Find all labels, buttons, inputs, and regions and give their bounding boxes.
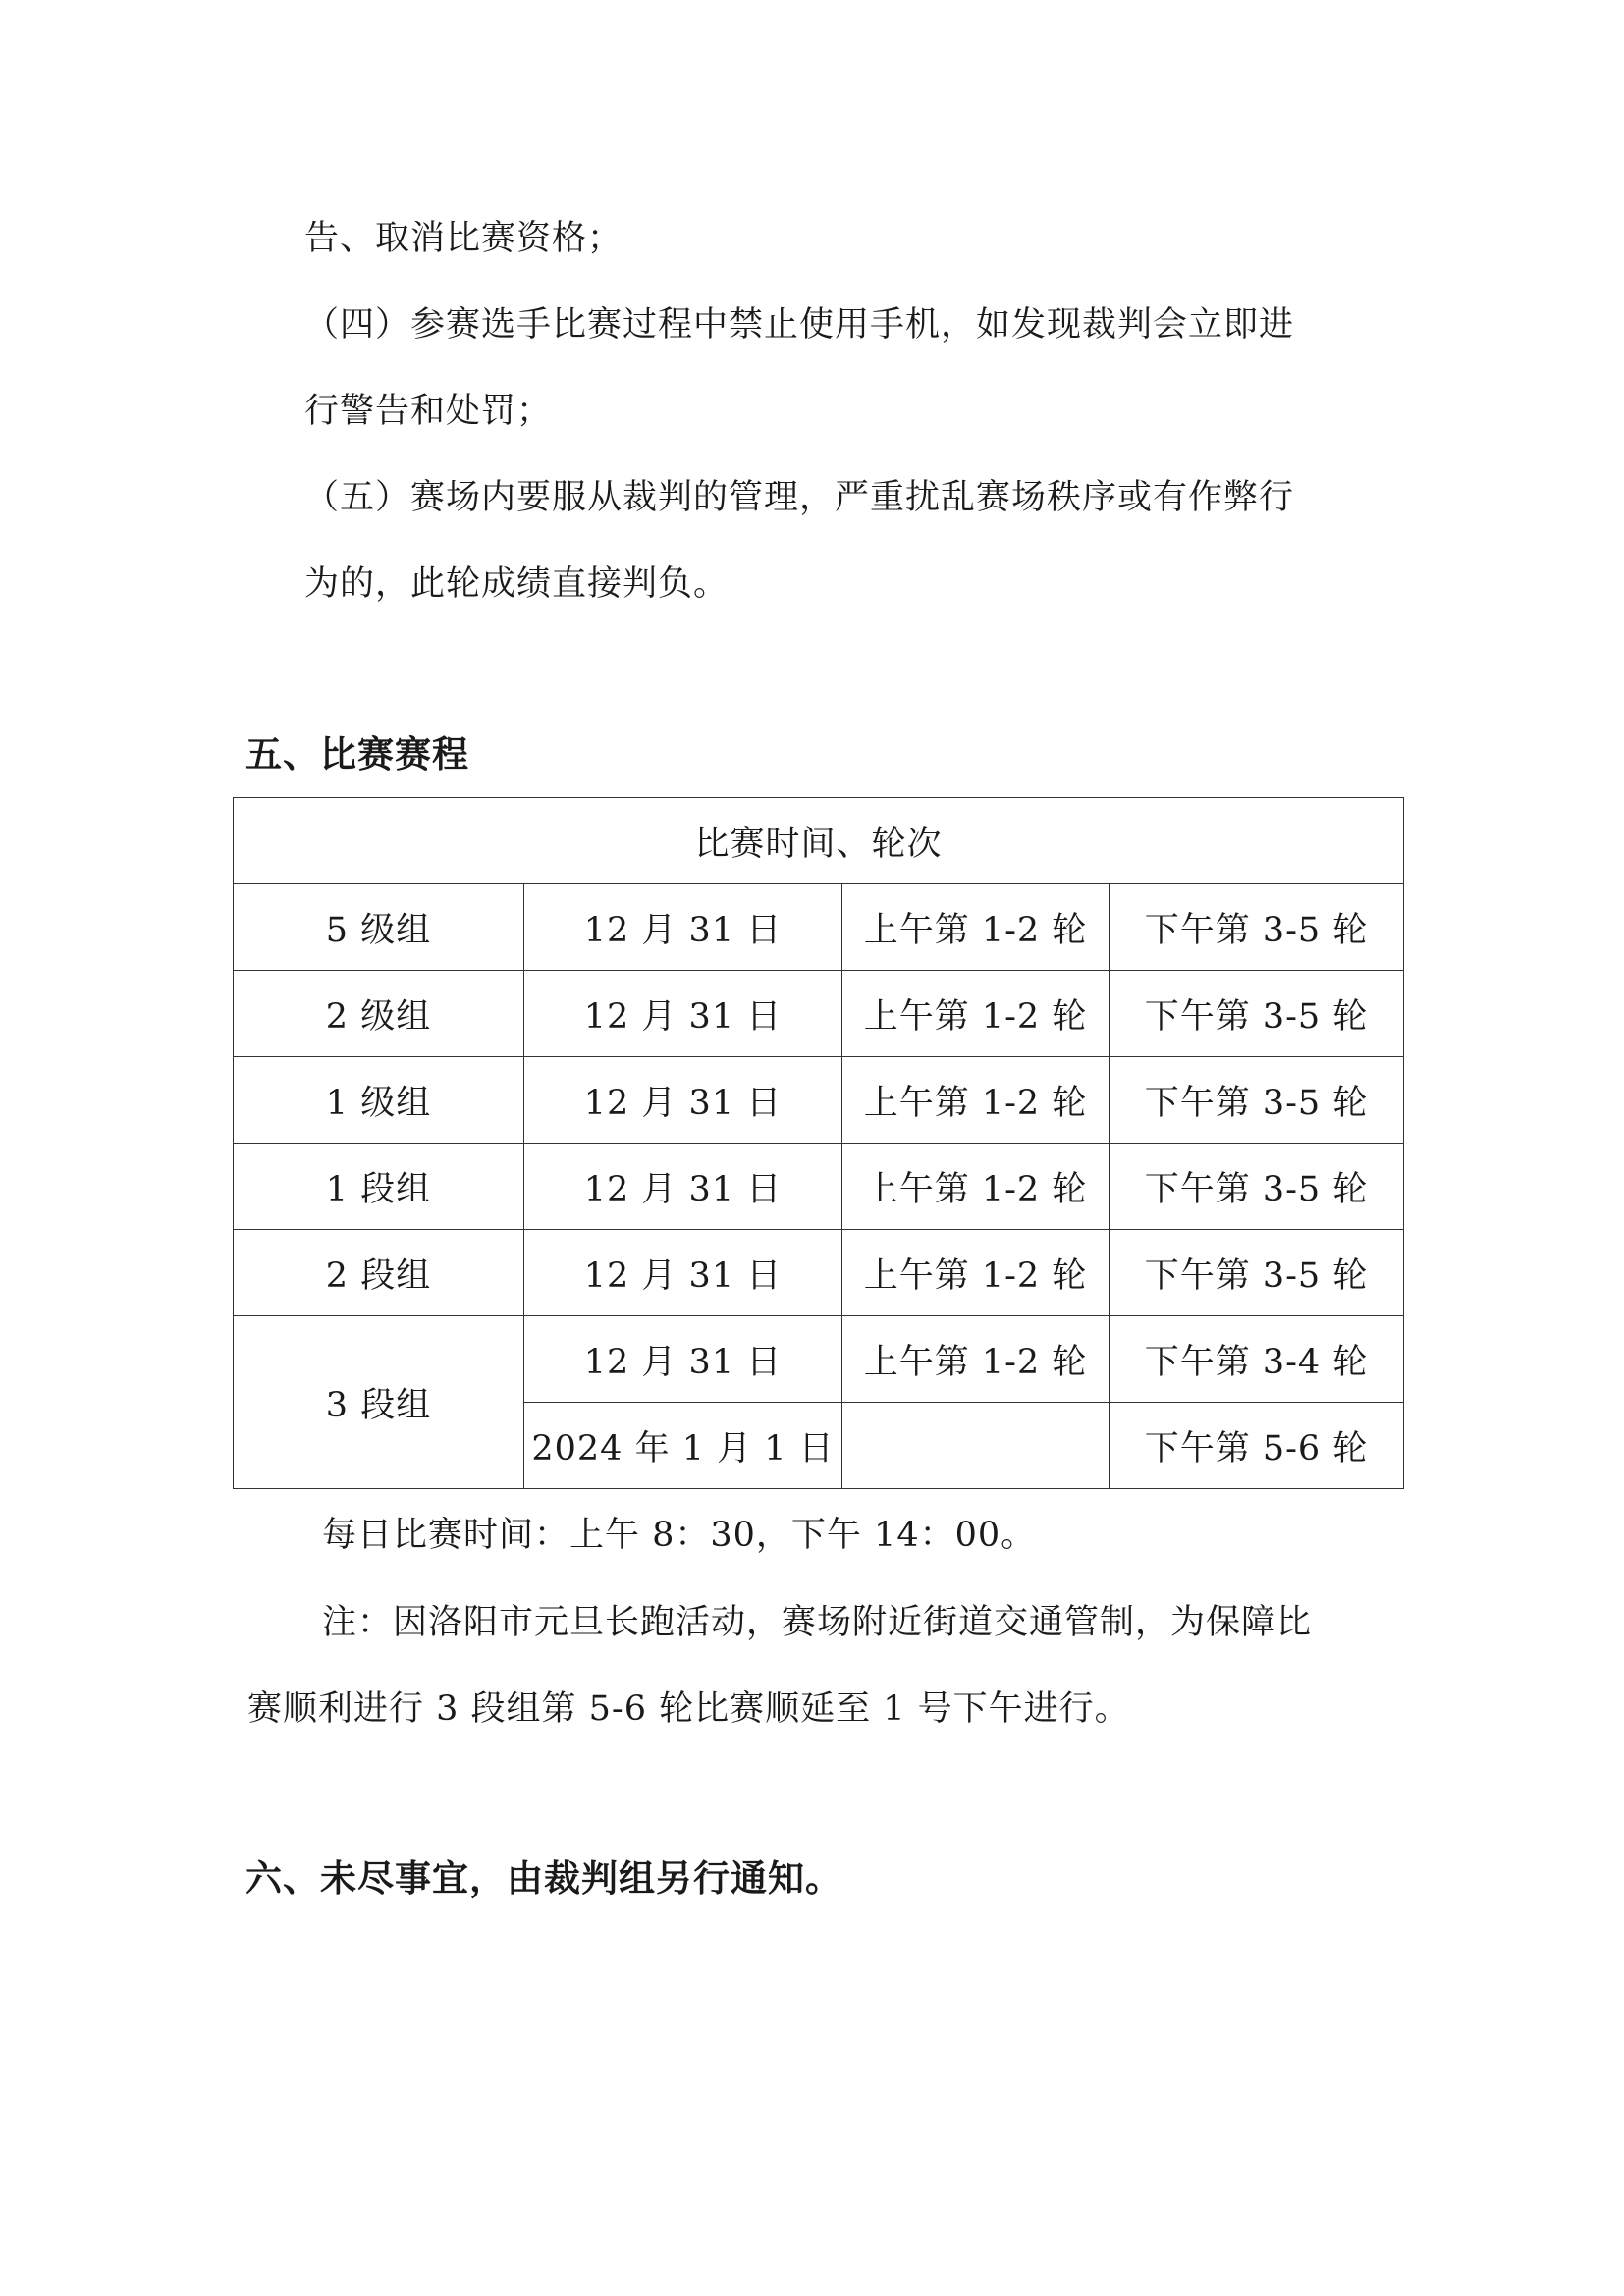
- date-cell: 12 月 31 日: [524, 1230, 842, 1316]
- section-heading-other: 六、未尽事宜，由裁判组另行通知。: [245, 1857, 842, 1899]
- morning-rounds-cell: 上午第 1-2 轮: [842, 1144, 1110, 1230]
- daily-time-text: 每日比赛时间：上午 8：30，下午 14：00。: [322, 1516, 1037, 1555]
- section-heading-schedule: 五、比赛赛程: [245, 733, 469, 775]
- table-header: 比赛时间、轮次: [234, 798, 1404, 884]
- paragraph-line: （五）赛场内要服从裁判的管理，严重扰乱赛场秩序或有作弊行: [304, 478, 1295, 517]
- paragraph-line: （四）参赛选手比赛过程中禁止使用手机，如发现裁判会立即进: [304, 305, 1295, 345]
- note-line: 注：因洛阳市元旦长跑活动，赛场附近街道交通管制，为保障比: [322, 1603, 1313, 1642]
- date-cell: 12 月 31 日: [524, 971, 842, 1057]
- date-cell: 12 月 31 日: [524, 1316, 842, 1403]
- afternoon-rounds-cell: 下午第 3-5 轮: [1110, 884, 1404, 971]
- afternoon-rounds-cell: 下午第 3-5 轮: [1110, 971, 1404, 1057]
- table-row: [234, 884, 1404, 971]
- group-cell: 5 级组: [234, 884, 524, 971]
- date-cell: 12 月 31 日: [524, 884, 842, 971]
- morning-rounds-cell: 上午第 1-2 轮: [842, 1316, 1110, 1403]
- date-cell: 2024 年 1 月 1 日: [524, 1403, 842, 1489]
- paragraph-line: 行警告和处罚；: [304, 392, 553, 431]
- date-cell: 12 月 31 日: [524, 1057, 842, 1144]
- paragraph-line: 为的，此轮成绩直接判负。: [304, 564, 730, 604]
- note-line: 赛顺利进行 3 段组第 5-6 轮比赛顺延至 1 号下午进行。: [247, 1689, 1130, 1729]
- group-cell: 2 段组: [234, 1230, 524, 1316]
- morning-rounds-cell: 上午第 1-2 轮: [842, 884, 1110, 971]
- morning-rounds-cell: 上午第 1-2 轮: [842, 1057, 1110, 1144]
- afternoon-rounds-cell: 下午第 3-5 轮: [1110, 1057, 1404, 1144]
- table-row: [234, 1316, 1404, 1403]
- afternoon-rounds-cell: 下午第 3-5 轮: [1110, 1230, 1404, 1316]
- date-cell: 12 月 31 日: [524, 1144, 842, 1230]
- table-row: [234, 1057, 1404, 1144]
- table-row: [234, 1144, 1404, 1230]
- group-cell: 2 级组: [234, 971, 524, 1057]
- morning-rounds-cell: 上午第 1-2 轮: [842, 1230, 1110, 1316]
- afternoon-rounds-cell: 下午第 3-5 轮: [1110, 1144, 1404, 1230]
- morning-rounds-cell: [842, 1403, 1110, 1489]
- afternoon-rounds-cell: 下午第 5-6 轮: [1110, 1403, 1404, 1489]
- morning-rounds-cell: 上午第 1-2 轮: [842, 971, 1110, 1057]
- table-row: [234, 1230, 1404, 1316]
- afternoon-rounds-cell: 下午第 3-4 轮: [1110, 1316, 1404, 1403]
- group-cell: 3 段组: [234, 1316, 524, 1489]
- paragraph-line: 告、取消比赛资格；: [304, 219, 623, 258]
- group-cell: 1 段组: [234, 1144, 524, 1230]
- table-row: [234, 971, 1404, 1057]
- schedule-table: [233, 797, 1404, 1489]
- table-header-row: [234, 798, 1404, 884]
- group-cell: 1 级组: [234, 1057, 524, 1144]
